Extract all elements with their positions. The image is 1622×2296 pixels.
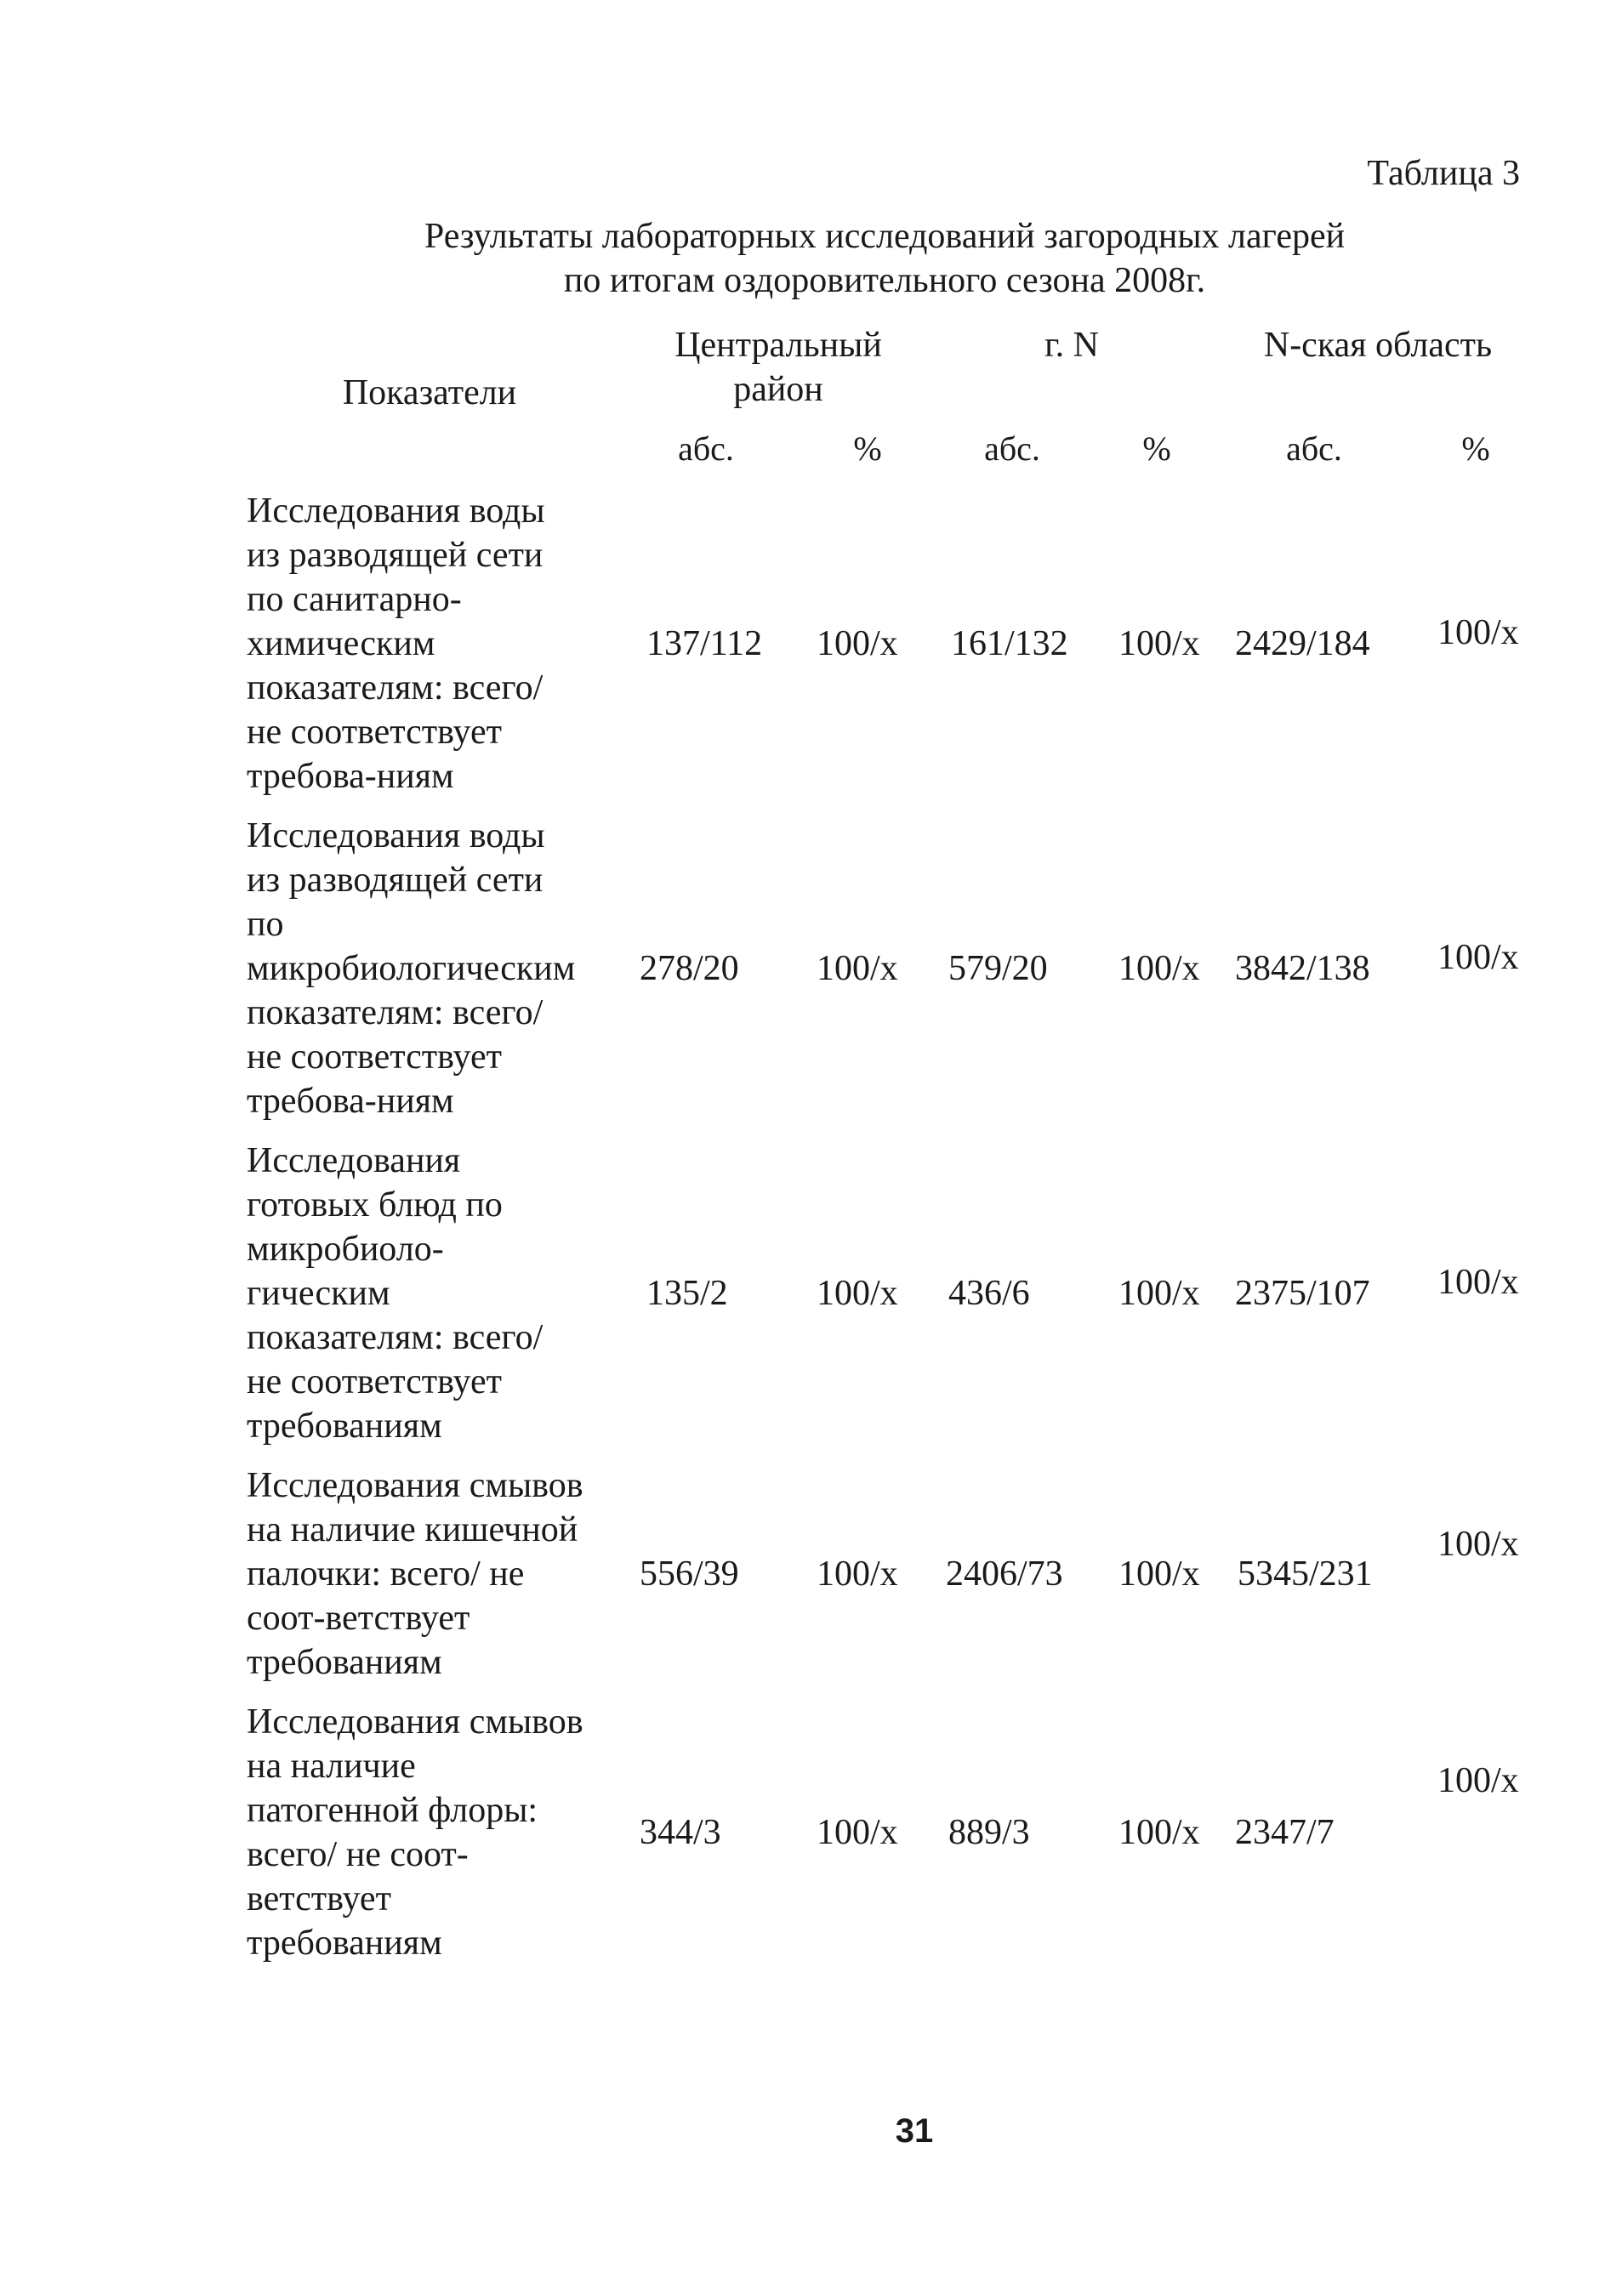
page-number: 31 [895,2112,934,2150]
header-indicator: Показатели [342,373,517,412]
indicator-line: Исследования воды [247,816,545,855]
region-abs-cell: 5345/231 [1238,1554,1373,1594]
indicator-line: готовых блюд по [247,1185,503,1225]
indicator-cell [247,1700,621,1965]
table-number: Таблица 3 [1367,154,1520,193]
city-pct-cell: 100/х [1118,1554,1200,1594]
header-n-region: N-ская область [1263,326,1493,365]
city-pct-cell: 100/х [1118,1274,1200,1313]
region-abs-cell: 2429/184 [1235,624,1370,663]
central-pct-cell: 100/х [817,624,898,663]
central-pct-cell: 100/х [817,949,898,988]
subheader-pct-1: % [853,429,882,468]
indicator-line: соот-ветствует [247,1599,470,1638]
city-pct-cell: 100/х [1118,624,1200,663]
city-abs-cell: 161/132 [951,624,1068,663]
central-abs-cell: 278/20 [640,949,739,988]
region-abs-cell: 2375/107 [1235,1274,1370,1313]
indicator-line: по [247,905,284,944]
region-abs-cell: 3842/138 [1235,949,1370,988]
central-pct-cell: 100/х [817,1554,898,1594]
header-central-district-line-1: Центральный [674,326,882,365]
indicator-line: всего/ не соот- [247,1835,469,1874]
indicator-line: не соответствует [247,1362,502,1401]
indicator-line: микробиоло- [247,1230,444,1269]
subheader-abs-3: абс. [1286,429,1342,468]
central-abs-cell: 344/3 [640,1813,721,1852]
indicator-cell [247,489,621,798]
indicator-line: микробиологическим [247,949,576,988]
indicator-cell [247,1463,621,1685]
city-abs-cell: 889/3 [948,1813,1030,1852]
indicator-line: химическим [247,624,435,663]
central-abs-cell: 137/112 [646,624,763,663]
indicator-line: на наличие [247,1747,416,1786]
table-caption-line-1: Результаты лабораторных исследований загородных лагерей [424,217,1346,256]
indicator-cell [247,1139,621,1448]
indicator-line: ветствует [247,1879,391,1918]
indicator-line: из разводящей сети [247,536,544,575]
region-pct-cell: 100/х [1437,938,1519,977]
indicator-line: Исследования [247,1141,461,1180]
central-abs-cell: 556/39 [640,1554,739,1594]
indicator-line: показателям: всего/ [247,1318,544,1357]
city-abs-cell: 2406/73 [946,1554,1063,1594]
indicator-line: из разводящей сети [247,861,544,900]
city-pct-cell: 100/х [1118,1813,1200,1852]
central-abs-cell: 135/2 [646,1274,728,1313]
indicator-line: палочки: всего/ не [247,1554,525,1594]
city-abs-cell: 436/6 [948,1274,1030,1313]
subheader-abs-2: абс. [984,429,1040,468]
indicator-line: требова-ниям [247,1082,454,1121]
indicator-line: показателям: всего/ [247,993,544,1032]
table-caption-line-2: по итогам оздоровительного сезона 2008г. [563,261,1206,300]
indicator-cell [247,814,621,1123]
indicator-line: требова-ниям [247,757,454,796]
indicator-line: требованиям [247,1407,442,1446]
city-pct-cell: 100/х [1118,949,1200,988]
indicator-line: на наличие кишечной [247,1510,578,1549]
region-pct-cell: 100/х [1437,1263,1519,1302]
indicator-line: требованиям [247,1924,442,1963]
region-pct-cell: 100/х [1437,1525,1519,1564]
indicator-line: патогенной флоры: [247,1791,538,1830]
subheader-abs-1: абс. [678,429,734,468]
indicator-line: по санитарно- [247,580,462,619]
region-pct-cell: 100/х [1437,1761,1519,1800]
subheader-pct-3: % [1461,429,1490,468]
region-abs-cell: 2347/7 [1235,1813,1335,1852]
indicator-line: не соответствует [247,1037,502,1077]
central-pct-cell: 100/х [817,1813,898,1852]
subheader-pct-2: % [1142,429,1171,468]
city-abs-cell: 579/20 [948,949,1048,988]
header-city-n: г. N [1044,326,1099,365]
indicator-line: показателям: всего/ [247,668,544,708]
indicator-line: Исследования смывов [247,1702,583,1742]
indicator-line: Исследования воды [247,492,545,531]
header-central-district-line-2: район [733,370,823,409]
indicator-line: гическим [247,1274,390,1313]
indicator-line: Исследования смывов [247,1466,583,1505]
central-pct-cell: 100/х [817,1274,898,1313]
region-pct-cell: 100/х [1437,613,1519,652]
indicator-line: не соответствует [247,713,502,752]
indicator-line: требованиям [247,1643,442,1682]
